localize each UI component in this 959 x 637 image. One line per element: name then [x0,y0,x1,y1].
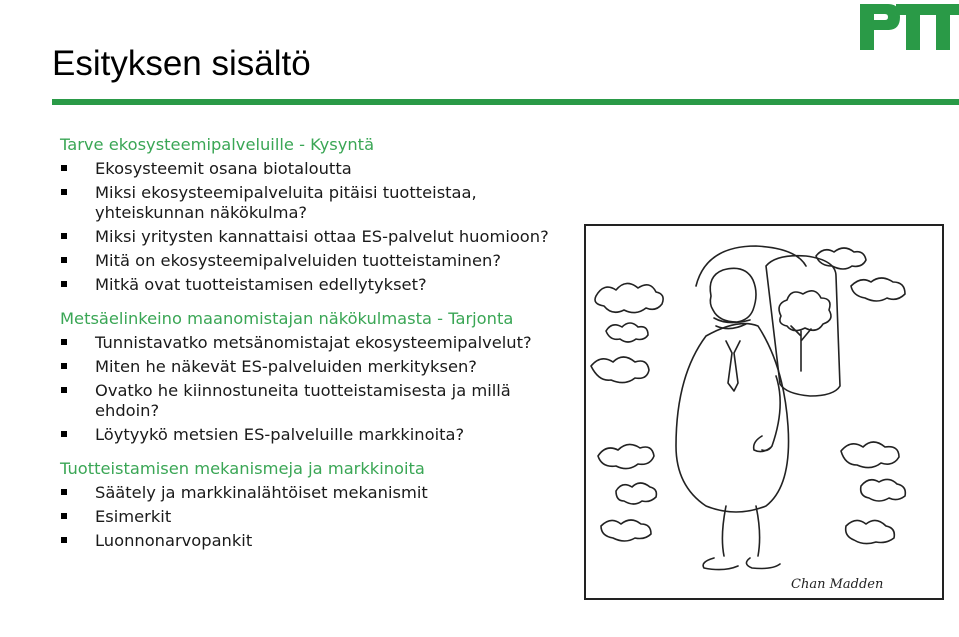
square-bullet-icon [61,489,67,495]
title-divider [52,99,959,105]
list-item: Miksi ekosysteemipalveluita pitäisi tuotteistaa, yhteiskunnan näkökulma? [60,183,560,223]
slide-title: Esityksen sisältö [52,44,311,83]
square-bullet-icon [61,363,67,369]
list-item: Säätely ja markkinalähtöiset mekanismit [60,483,560,503]
list-item: Ovatko he kiinnostuneita tuotteistamisesta ja millä ehdoin? [60,381,560,421]
list-item: Mitkä ovat tuotteistamisen edellytykset? [60,275,560,295]
cartoon-signature: Chan Madden [791,577,884,592]
square-bullet-icon [61,257,67,263]
ptt-logo-icon [858,2,959,52]
section-demand [60,135,560,295]
cartoon-illustration [584,224,944,600]
list-item: Ekosysteemit osana biotaloutta [60,159,560,179]
list-item: Miten he näkevät ES-palveluiden merkityksen? [60,357,560,377]
section-title: Tarve ekosysteemipalveluille - Kysyntä [60,135,375,154]
man-with-tree-backpack-cartoon-icon [586,226,942,598]
square-bullet-icon [61,233,67,239]
square-bullet-icon [61,513,67,519]
list-item: Löytyykö metsien ES-palveluille markkinoita? [60,425,560,445]
section-title: Metsäelinkeino maanomistajan näkökulmasta - Tarjonta [60,309,514,328]
square-bullet-icon [61,165,67,171]
list-item: Miksi yritysten kannattaisi ottaa ES-palvelut huomioon? [60,227,560,247]
square-bullet-icon [61,281,67,287]
list-item: Mitä on ekosysteemipalveluiden tuotteistaminen? [60,251,560,271]
section-supply [60,309,560,445]
section-mechanisms [60,459,560,551]
section-title: Tuotteistamisen mekanismeja ja markkinoita [60,459,425,478]
square-bullet-icon [61,339,67,345]
agenda-content [60,135,560,565]
square-bullet-icon [61,387,67,393]
square-bullet-icon [61,537,67,543]
section-list [60,333,560,445]
square-bullet-icon [61,431,67,437]
square-bullet-icon [61,189,67,195]
list-item: Tunnistavatko metsänomistajat ekosysteemipalvelut? [60,333,560,353]
list-item: Luonnonarvopankit [60,531,560,551]
list-item: Esimerkit [60,507,560,527]
section-list [60,159,560,295]
section-list [60,483,560,551]
